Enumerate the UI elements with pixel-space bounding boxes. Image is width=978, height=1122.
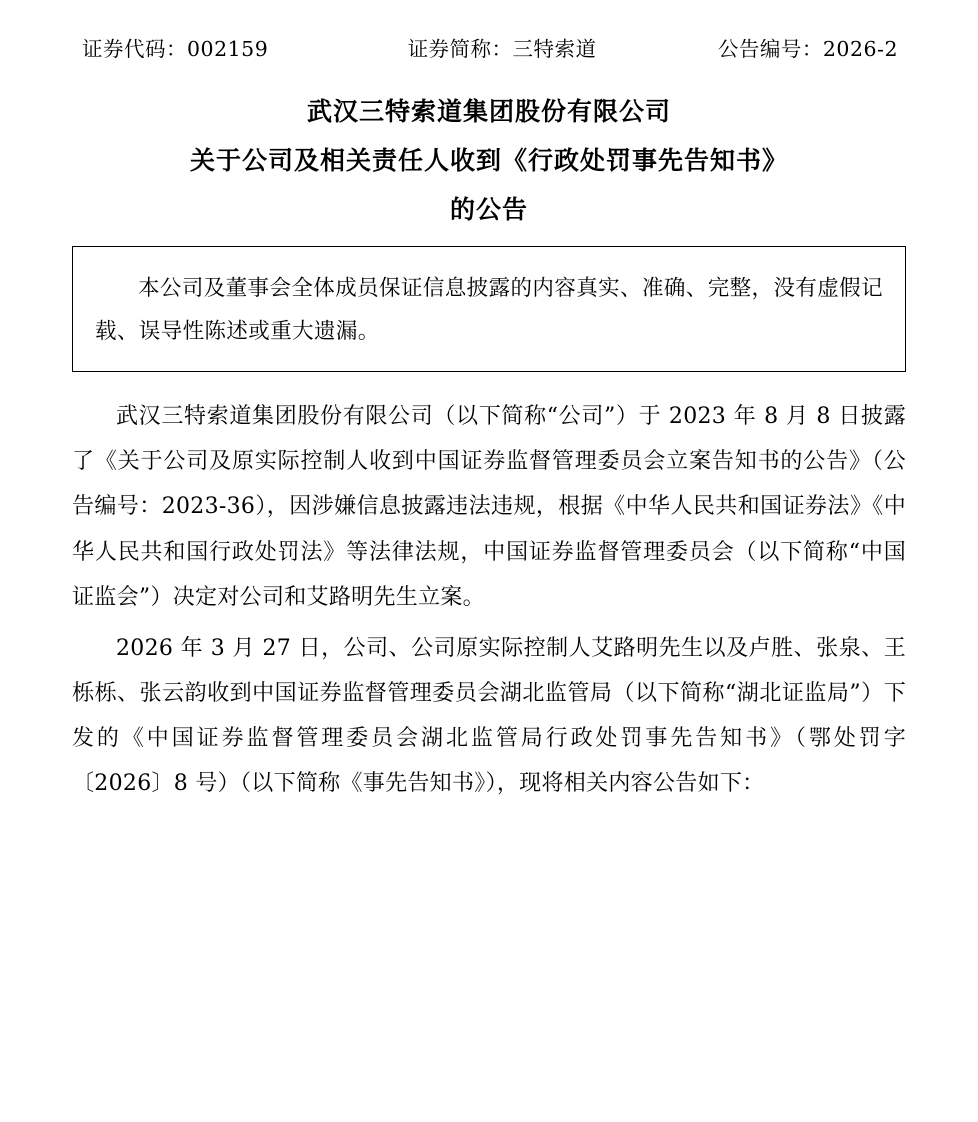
title-line-1: 武汉三特索道集团股份有限公司 [306,97,671,126]
title-line-2: 关于公司及相关责任人收到《行政处罚事先告知书》 [189,145,788,175]
page-title [72,88,906,234]
body-paragraph-1: 武汉三特索道集团股份有限公司（以下简称“公司”）于 2023 年 8 月 8 日披露了《关于公司及原实际控制人收到中国证券监督管理委员会立案告知书的公告》（公告编号：2023-36），因涉嫌信息披露违法违规，根据《中华人民共和国证券法》《中华人民共和国行政处罚法》等法律法规，中国证券监督管理委员会（以下简称“中国证监会”）决定对公司和艾路明先生立案。 [72,404,906,610]
announcement-number: 公告编号：2026-2 [717,37,898,61]
security-abbreviation: 证券简称：三特索道 [407,37,597,61]
document-header [72,32,906,62]
disclaimer-box [72,246,906,372]
security-code: 证券代码：002159 [82,37,269,61]
title-line-3: 的公告 [449,194,528,224]
document-body [72,394,906,806]
disclaimer-text: 本公司及董事会全体成员保证信息披露的内容真实、准确、完整，没有虚假记载、误导性陈述或重大遗漏。 [95,276,883,345]
body-paragraph-2: 2026 年 3 月 27 日，公司、公司原实际控制人艾路明先生以及卢胜、张泉、王栎栎、张云韵收到中国证券监督管理委员会湖北监管局（以下简称“湖北证监局”）下发的《中国证券监督管理委员会湖北监管局行政处罚事先告知书》（鄂处罚字〔2026〕8 号）（以下简称《事先告知书》），现将相关内容公告如下： [72,635,906,796]
